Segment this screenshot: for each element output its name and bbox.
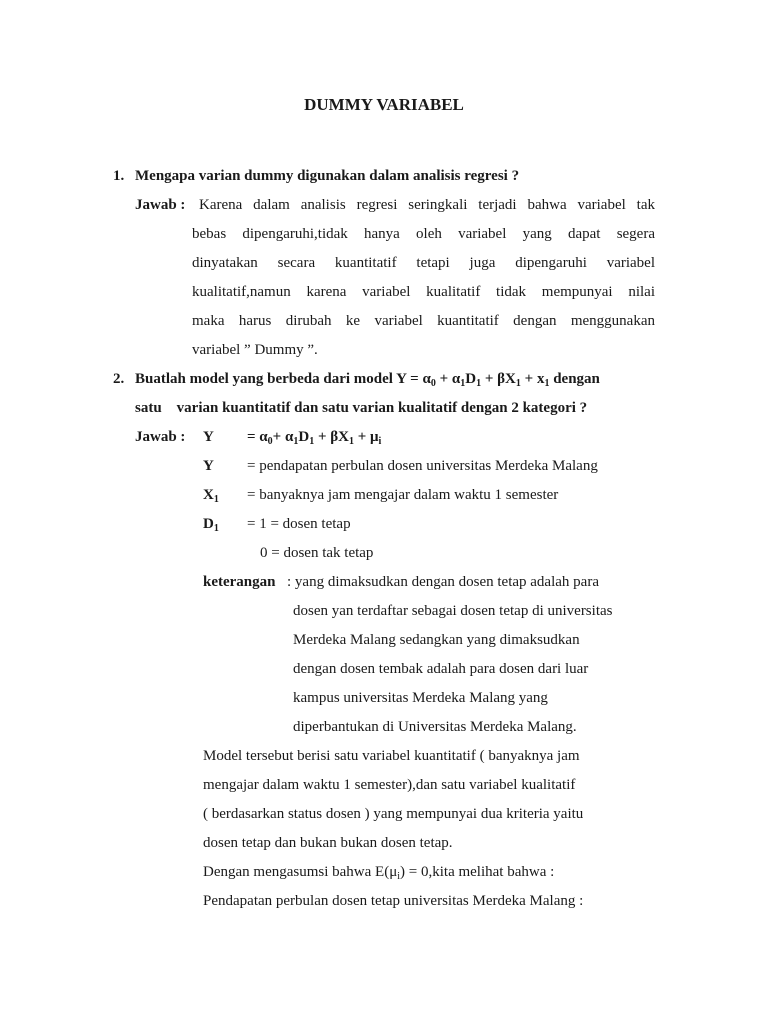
- q2-equation-rhs: = $\alpha_0+ \alpha_1D_1 + \beta X_1 + \mu_i$: [247, 429, 382, 447]
- q1-question: Mengapa varian dummy digunakan dalam analisis regresi ?: [135, 168, 520, 184]
- q1-number: 1.: [113, 168, 125, 184]
- q1-jawab-label: Jawab :: [135, 197, 186, 213]
- def-text-y: = pendapatan perbulan dosen universitas Merdeka Malang: [247, 458, 598, 474]
- keterangan-line: diperbantukan di Universitas Merdeka Malang.: [293, 719, 577, 735]
- q1-answer-line: variabel ” Dummy ”.: [192, 342, 318, 358]
- keterangan-line: Merdeka Malang sedangkan yang dimaksudkan: [293, 632, 580, 648]
- q2-number: 2.: [113, 371, 125, 387]
- q2-jawab-label: Jawab :: [135, 429, 186, 445]
- q2-question-line2: satu varian kuantitatif dan satu varian kualitatif dengan 2 kategori ?: [135, 400, 588, 416]
- model-line: Model tersebut berisi satu variabel kuantitatif ( banyaknya jam: [203, 748, 580, 764]
- keterangan-line: dengan dosen tembak adalah para dosen dari luar: [293, 661, 589, 677]
- q1-answer-line: Karena dalam analisis regresi seringkali terjadi bahwa variabel tak: [199, 197, 655, 213]
- q2-equation-lhs: Y: [203, 429, 214, 445]
- q1-answer-line: bebas dipengaruhi,tidak hanya oleh variabel yang dapat segera: [192, 226, 655, 242]
- pendapatan-line: Pendapatan perbulan dosen tetap universitas Merdeka Malang :: [203, 893, 584, 909]
- q1-answer-line: kualitatif,namun karena variabel kualitatif tidak mempunyai nilai: [192, 284, 655, 300]
- def-symbol-x1: $X_1$: [203, 487, 219, 505]
- q1-answer-line: maka harus dirubah ke variabel kuantitatif dengan menggunakan: [192, 313, 655, 329]
- def-symbol-d1: $D_1$: [203, 516, 219, 534]
- def-text-x1: = banyaknya jam mengajar dalam waktu 1 semester: [247, 487, 559, 503]
- model-line: dosen tetap dan bukan bukan dosen tetap.: [203, 835, 453, 851]
- keterangan-line: dosen yan terdaftar sebagai dosen tetap di universitas: [293, 603, 613, 619]
- keterangan-line: : yang dimaksudkan dengan dosen tetap adalah para: [287, 574, 599, 590]
- model-line: ( berdasarkan status dosen ) yang mempunyai dua kriteria yaitu: [203, 806, 584, 822]
- q2-question-line1: Buatlah model yang berbeda dari model $Y = \alpha_0 + \alpha_1D_1 + \beta X_1 + x_1$ dengan: [135, 371, 600, 389]
- q1-answer-line: dinyatakan secara kuantitatif tetapi juga dipengaruhi variabel: [192, 255, 655, 271]
- assumption-line: Dengan mengasumsi bahwa $E(\mu_i)$ = 0,kita melihat bahwa :: [203, 864, 555, 882]
- def-symbol-y: Y: [203, 458, 214, 474]
- def-text-d1: = 1 = dosen tetap: [247, 516, 351, 532]
- keterangan-line: kampus universitas Merdeka Malang yang: [293, 690, 548, 706]
- page-title: DUMMY VARIABEL: [304, 95, 464, 114]
- keterangan-label: keterangan: [203, 574, 276, 590]
- model-line: mengajar dalam waktu 1 semester),dan satu variabel kualitatif: [203, 777, 576, 793]
- def-text-d0: 0 = dosen tak tetap: [260, 545, 374, 561]
